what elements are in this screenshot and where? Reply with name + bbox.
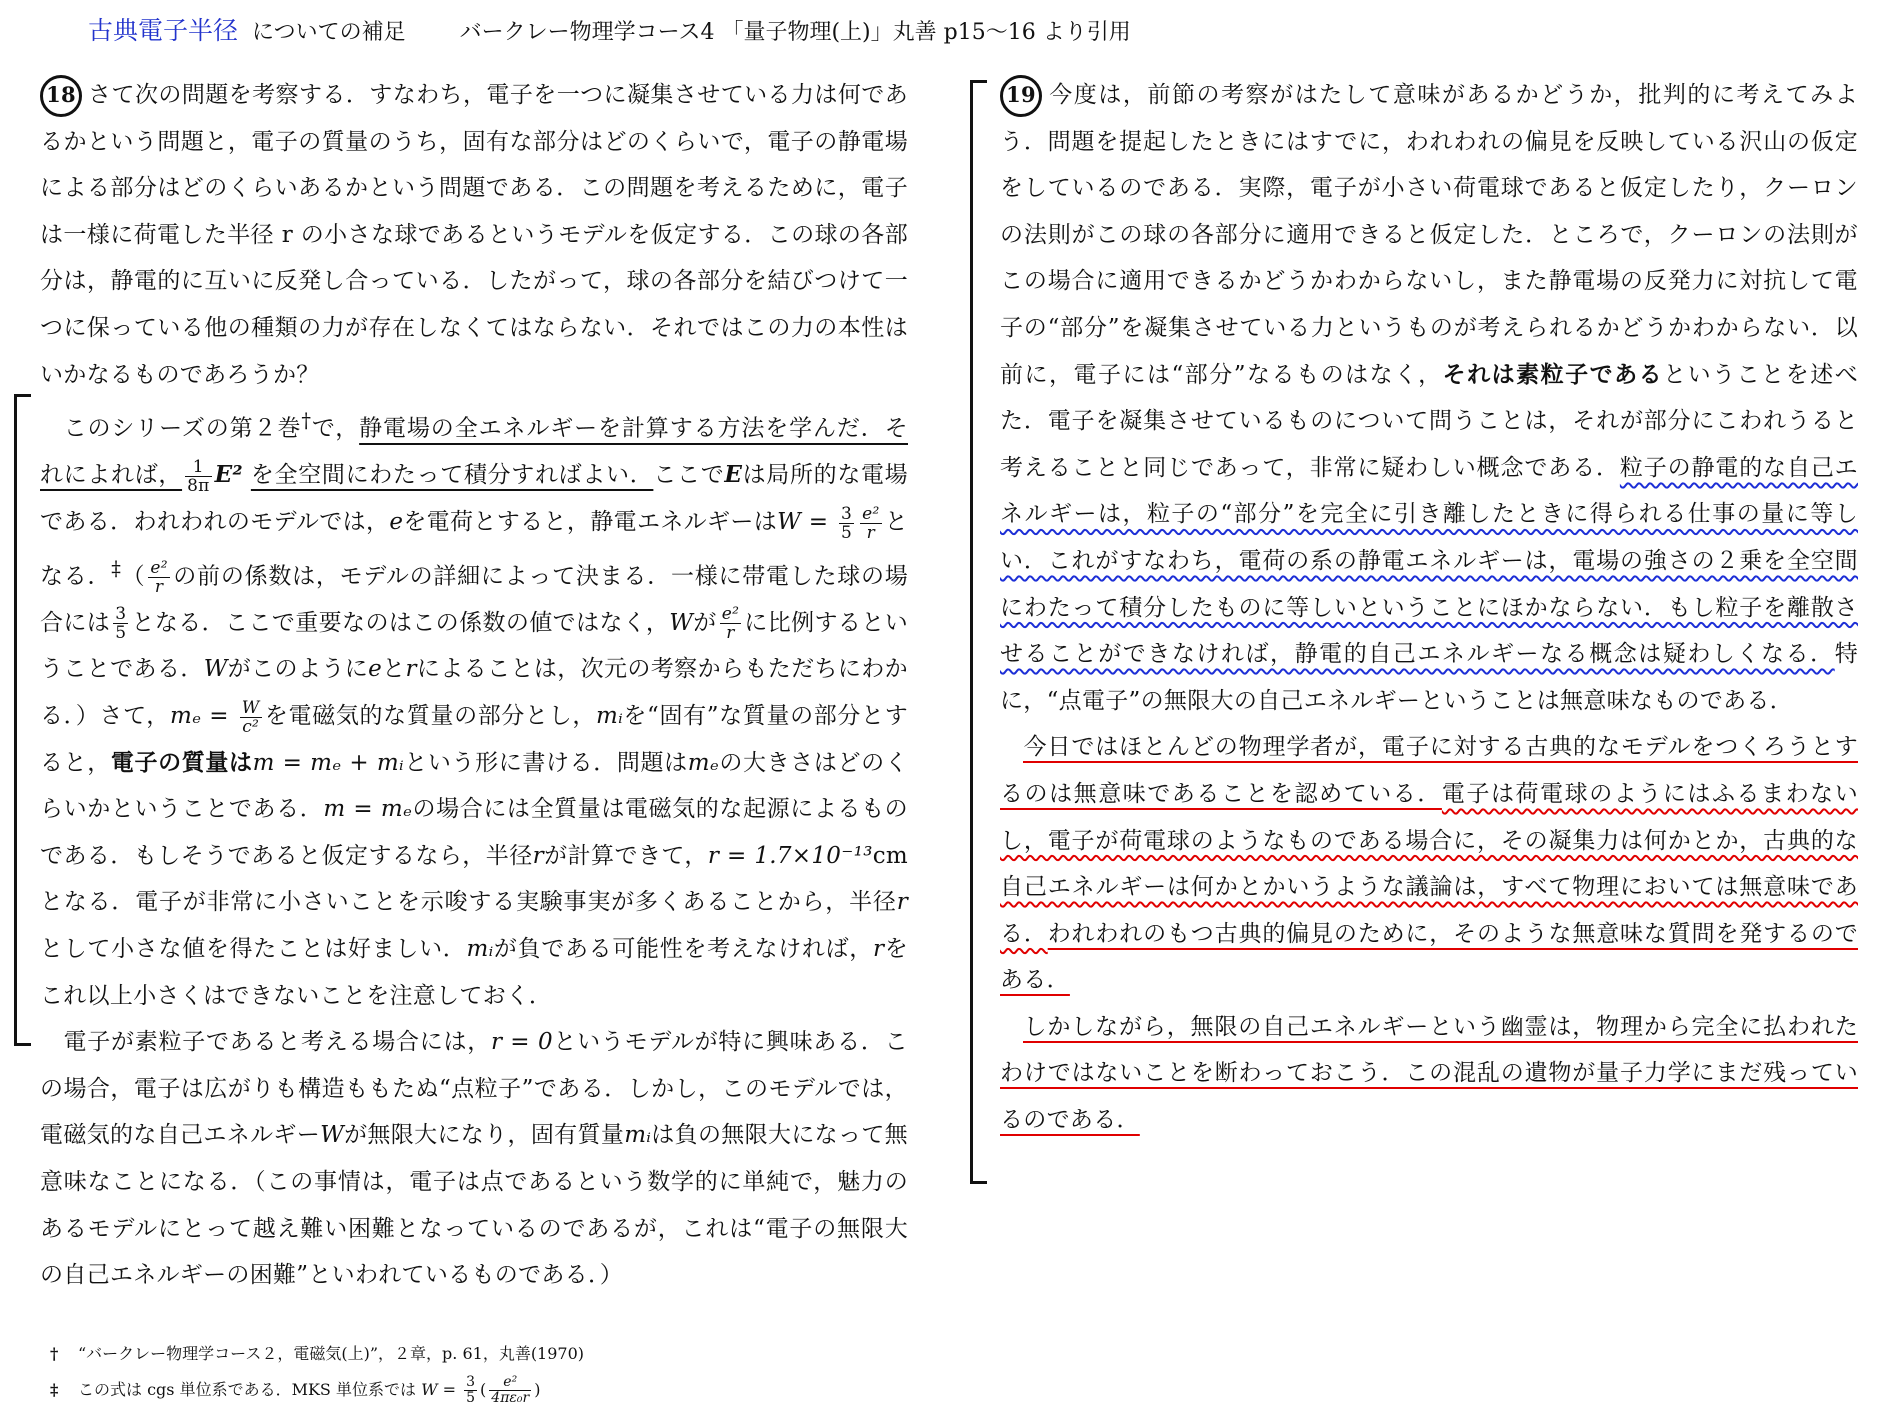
dagger-ref: † xyxy=(301,409,312,433)
left-bracket xyxy=(14,394,31,1046)
header-title: についての補足 xyxy=(252,20,406,45)
paragraph-ghost xyxy=(1000,1004,1858,1144)
bold-phrase-elementary-particle: それは素粒子である xyxy=(1442,360,1664,388)
fraction-e2-r: $\frac{\text{e²}}{r}$ xyxy=(862,503,880,543)
header-source: バークレー物理学コース4 「量子物理(上)」丸善 p15〜16 より引用 xyxy=(459,20,1131,45)
right-bracket xyxy=(970,80,987,1184)
radius-value: r = 1.7×10⁻¹³ xyxy=(707,842,873,869)
section-marker-19: 19 xyxy=(1000,75,1042,117)
paragraph-19: 19 今度は，前節の考察がはたして意味があるかどうか，批判的に考えてみよう．問題を提起したときにはすでに，われわれの偏見を反映している沢山の仮定をしているのである．実際，電子が小さい荷電球であると仮定したり，クーロンの法則がこの球の各部分に適用できると仮定した．ところで，クーロンの法則がこの場合に適用できるかどうかわからないし，また静電場の反発力に対抗して電子の“部分”を凝集させている力というものが考えられるかどうかわからない．以前に，電子には“部分”なるものはなく，それは素粒子であるということを述べた．電子を凝集させているものについて問うことは，それが部分にこわれうると考えることと同じであって，非常に疑わしい概念である．粒子の静電的な自己エネルギーは，粒子の“部分”を完全に引き離したときに得られる仕事の量に等しい．これがすなわち，電荷の系の静電エネルギーは，電場の強さの２乗を全空間にわたって積分したものに等しいということにほかならない．もし粒子を離散させることができなければ，静電的自己エネルギーなる概念は疑わしくなる．特に，“点電子”の無限大の自己エネルギーということは無意味なものである． xyxy=(1000,72,1858,724)
underlined-phrase-1: 静電場の全エネルギーを計算する方法を学んだ．それによれば， xyxy=(40,415,908,489)
right-column xyxy=(1000,72,1858,1144)
paragraph-classical-model xyxy=(1000,724,1858,1004)
page-header xyxy=(88,16,1131,48)
footnote-ddagger: ‡ この式は cgs 単位系である．MKS 単位系では W = $\frac{3}{5}$ ( $\frac{\text{e²}}{\text{4πε₀r}}$ ) xyxy=(50,1374,541,1406)
red-underlined-passage-2: われわれのもつ古典的偏見のために，そのような無意味な質問を発するのである． xyxy=(1000,920,1858,994)
underlined-phrase-2: を全空間にわたって積分すればよい． xyxy=(250,462,654,489)
fraction-3-5: $\frac{3}{5}$ xyxy=(841,503,853,543)
blue-wavy-underlined-passage: 粒子の静電的な自己エネルギーは，粒子の“部分”を完全に引き離したときに得られる仕事の量に等しい．これがすなわち，電荷の系の静電エネルギーは，電場の強さの２乗を全空間にわたって積分したものに等しいということにほかならない．もし粒子を離散させることができなければ，静電的自己エネルギーなる概念は疑わしくなる． xyxy=(1000,454,1858,668)
paragraph-point-particle: 電子が素粒子であると考える場合には，r = 0というモデルが特に興味ある．この場合，電子は広がりも構造ももたぬ“点粒子”である．しかし，このモデルでは，電磁気的な自己エネルギーWが無限大になり，固有質量mᵢは負の無限大になって無意味なことになる．（この事情は，電子は点であるという数学的に単純で，魅力のあるモデルにとって越え難い困難となっているのであるが，これは“電子の無限大の自己エネルギーの困難”といわれているものである．） xyxy=(40,1029,908,1289)
fraction-1-8pi: $\frac{1}{8\pi}$ xyxy=(187,456,210,496)
paragraph-energy: このシリーズの第２巻†で，静電場の全エネルギーを計算する方法を学んだ．それによれば， $\frac{1}{8\pi}$ E² を全空間にわたって積分すればよい．ここでEは局所的な電場である．われわれのモデルでは，eを電荷とすると，静電エネルギーはW = $\frac{3}{5}$ $\frac{\text{e²}}{r}$ となる．‡（ $\frac{\text{e²}}{r}$ の前の係数は，モデルの詳細によって決まる．一様に帯電した球の場合には $\frac{3}{5}$ となる．ここで重要なのはこの係数の値ではなく，Wが $\frac{\text{e²}}{r}$ に比例するということである．Wがこのようにeとrによることは，次元の考察からもただちにわかる．）さて，mₑ = $\frac{W}{\text{c²}}$ を電磁気的な質量の部分とし，mᵢを“固有”な質量の部分とすると，電子の質量はm = mₑ + mᵢという形に書ける．問題はmₑの大きさはどのくらいかということである．m = mₑの場合には全質量は電磁気的な起源によるものである．もしそうであると仮定するなら，半径rが計算できて，r = 1.7×10⁻¹³cm となる．電子が非常に小さいことを示唆する実験事実が多くあることから，半径rとして小さな値を得たことは好ましい．mᵢが負である可能性を考えなければ，rをこれ以上小さくはできないことを注意しておく． xyxy=(40,409,909,1009)
paragraph-18-text: さて次の問題を考察する．すなわち，電子を一つに凝集させている力は何であるかという問題と，電子の質量のうち，固有な部分はどのくらいで，電子の静電場による部分はどのくらいあるかという問題である．この問題を考えるために，電子は一様に荷電した半径 r の小さな球であるというモデルを仮定する．この球の各部分は，静電的に互いに反発し合っている．したがって，球の各部分を結びつけて一つに保っている他の種類の力が存在しなくてはならない．それではこの力の本性はいかなるものであろうか？ xyxy=(40,82,908,388)
paragraph-18 xyxy=(40,72,908,398)
footnote-dagger: † “バークレー物理学コース２，電磁気(上)”，２章，p. 61，丸善(1970) xyxy=(50,1344,585,1363)
section-marker-18: 18 xyxy=(40,75,82,117)
footnotes xyxy=(50,1336,910,1408)
header-accent-title: 古典電子半径 xyxy=(88,16,239,45)
ddagger-ref: ‡ xyxy=(111,556,122,580)
red-wavy-underlined-passage: 電子は荷電球のようにはふるまわないし，電子が荷電球のようなものである場合に，その凝集力は何かとか，古典的な自己エネルギーは何かとかいうような議論は，すべて物理においては無意味である． xyxy=(1000,780,1858,947)
red-underlined-passage-1: 今日ではほとんどの物理学者が，電子に対する古典的なモデルをつくろうとするのは無意味であることを認めている． xyxy=(1000,734,1858,807)
fraction-w-c2: $\frac{W}{\text{c²}}$ xyxy=(241,697,260,737)
left-column xyxy=(40,72,908,1299)
red-underlined-passage-3: しかしながら，無限の自己エネルギーという幽霊は，物理から完全に払われたわけではないことを断わっておこう．この混乱の遺物が量子力学にまだ残っているのである． xyxy=(1000,1013,1858,1134)
